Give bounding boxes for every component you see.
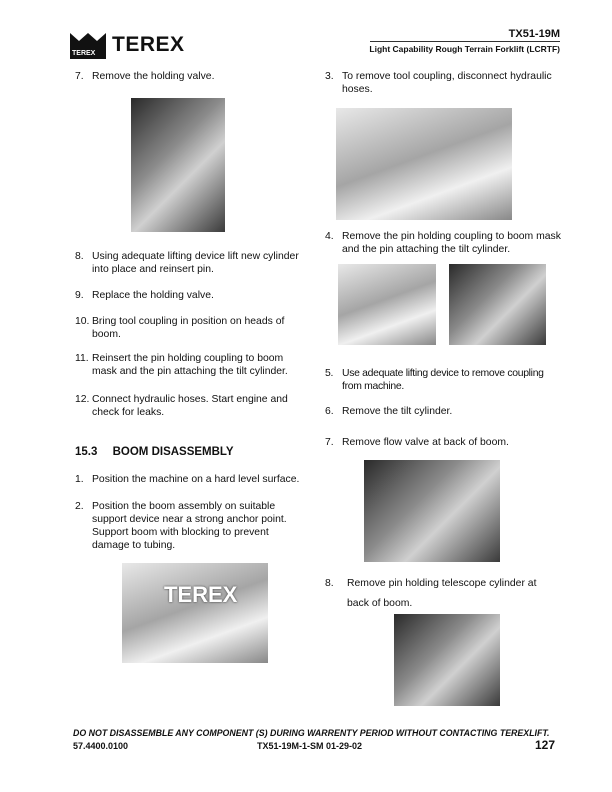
step-text: Remove the holding valve. [92, 71, 215, 82]
step-item [75, 250, 310, 276]
step-number: 7. [75, 71, 84, 82]
tool-coupling-photo [336, 108, 512, 220]
warranty-warning: DO NOT DISASSEMBLE ANY COMPONENT (S) DURING WARRENTY PERIOD WITHOUT CONTACTING TEREXLIFT. [73, 728, 550, 738]
header-rule [370, 41, 560, 42]
step-number: 8. [325, 578, 334, 589]
step-text: Using adequate lifting device lift new cylinder into place and reinsert pin. [92, 251, 299, 275]
section-number: 15.3 [75, 446, 98, 458]
step-number: 4. [325, 231, 334, 242]
step-item [325, 367, 565, 393]
step-number: 11. [75, 353, 89, 364]
flow-valve-photo [364, 460, 500, 562]
step-item [75, 473, 310, 486]
step-text: Position the machine on a hard level surface. [92, 474, 300, 485]
step-item [325, 230, 565, 256]
step-number: 9. [75, 290, 84, 301]
step-number: 2. [75, 501, 84, 512]
step-number: 6. [325, 406, 334, 417]
step-item [325, 436, 565, 449]
step-text: Remove the pin holding coupling to boom mask and the pin attaching the tilt cylinder. [342, 231, 561, 255]
boom-assembly-photo [122, 563, 268, 663]
step-item [75, 289, 310, 302]
step-text: Use adequate lifting device to remove coupling from machine. [342, 368, 544, 392]
boom-photo-terex-text: TEREX [164, 582, 238, 607]
step-item [325, 70, 565, 96]
step-number: 12. [75, 394, 90, 405]
section-heading [75, 446, 234, 459]
step-number: 10. [75, 316, 90, 327]
step-number: 1. [75, 474, 84, 485]
step-item [75, 70, 310, 83]
brand-name: TEREX [112, 33, 185, 56]
page-number: 127 [535, 738, 556, 752]
step-text: Bring tool coupling in position on heads of boom. [92, 316, 285, 340]
step-text: To remove tool coupling, disconnect hydraulic hoses. [342, 71, 552, 95]
step-number: 7. [325, 437, 334, 448]
step-item [75, 315, 310, 341]
header-subtitle: Light Capability Rough Terrain Forklift (LCRTF) [369, 44, 560, 54]
holding-valve-photo [131, 98, 225, 232]
step-item [75, 393, 310, 419]
section-title: BOOM DISASSEMBLY [112, 446, 234, 458]
step-text: Remove pin holding telescope cylinder at back of boom. [347, 578, 537, 609]
logo-small-text: TEREX [72, 50, 96, 57]
step-text: Position the boom assembly on suitable support device near a strong anchor point. Support boom with blocking to prevent damage to tubing. [92, 501, 287, 551]
step-text: Remove flow valve at back of boom. [342, 437, 509, 448]
coupling-pin-photo [338, 264, 436, 345]
telescope-cylinder-photo [394, 614, 500, 706]
step-item [325, 574, 555, 614]
step-text: Connect hydraulic hoses. Start engine and check for leaks. [92, 394, 288, 418]
step-text: Replace the holding valve. [92, 290, 214, 301]
header-model: TX51-19M [508, 28, 560, 40]
step-item [75, 352, 310, 378]
step-number: 5. [325, 368, 334, 379]
terex-logo [70, 31, 186, 59]
step-text: Reinsert the pin holding coupling to boom mask and the pin attaching the tilt cylinder. [92, 353, 288, 377]
step-item [325, 405, 565, 418]
part-number: 57.4400.0100 [73, 741, 129, 751]
document-id: TX51-19M-1-SM 01-29-02 [257, 741, 363, 751]
step-item [75, 500, 307, 552]
step-number: 8. [75, 251, 84, 262]
step-number: 3. [325, 71, 334, 82]
step-text: Remove the tilt cylinder. [342, 406, 453, 417]
tilt-cylinder-pin-photo [449, 264, 546, 345]
